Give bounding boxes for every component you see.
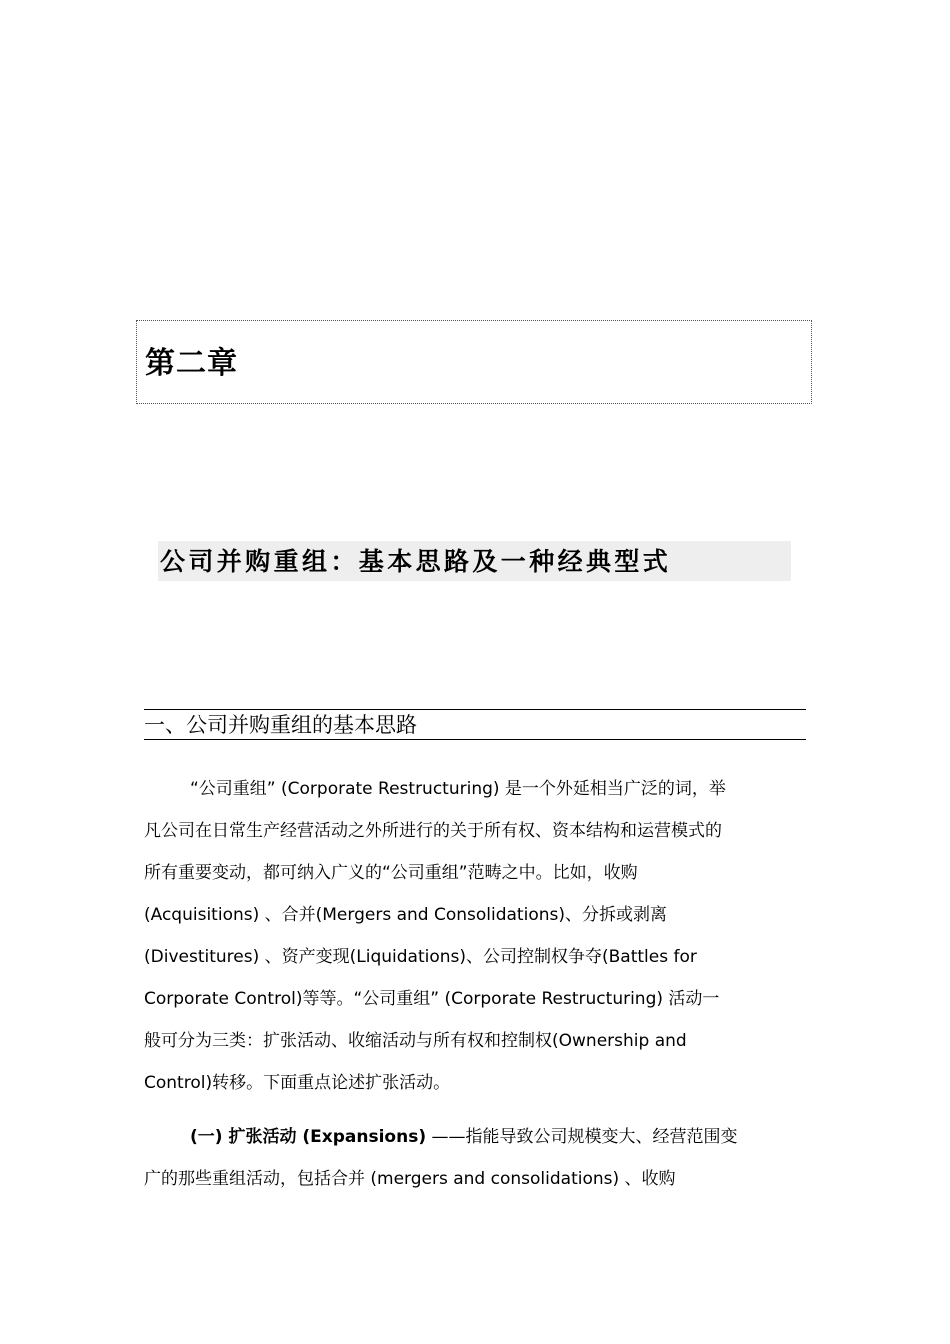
paragraph-line: 凡公司在日常生产经营活动之外所进行的关于所有权、资本结构和运营模式的 (144, 821, 722, 841)
paragraph-line (190, 1126, 738, 1148)
section-heading (144, 709, 806, 740)
subtitle-banner (158, 541, 791, 581)
paragraph-line: “公司重组” (Corporate Restructuring) 是一个外延相当广泛的词，举 (190, 779, 726, 799)
paragraph-line: 所有重要变动，都可纳入广义的“公司重组”范畴之中。比如，收购 (144, 863, 638, 883)
paragraph-line: (Divestitures) 、资产变现(Liquidations)、公司控制权争夺(Battles for (144, 947, 697, 967)
subsection-text: ——指能导致公司规模变大、经营范围变 (426, 1127, 738, 1147)
paragraph-line: 广的那些重组活动，包括合并 (mergers and consolidations) 、收购 (144, 1169, 676, 1189)
chapter-title-box (136, 320, 812, 404)
paragraph-line: 般可分为三类：扩张活动、收缩活动与所有权和控制权(Ownership and (144, 1031, 687, 1051)
paragraph-line: Control)转移。下面重点论述扩张活动。 (144, 1073, 451, 1093)
section-heading-text: 一、公司并购重组的基本思路 (144, 713, 417, 737)
paragraph-line: (Acquisitions) 、合并(Mergers and Consolidations)、分拆或剥离 (144, 905, 667, 925)
subsection-lead: (一) 扩张活动 (Expansions) (190, 1127, 427, 1147)
chapter-title: 第二章 (145, 346, 238, 381)
document-subtitle: 公司并购重组：基本思路及一种经典型式 (160, 547, 672, 576)
paragraph-line: Corporate Control)等等。“公司重组” (Corporate Restructuring) 活动一 (144, 989, 720, 1009)
